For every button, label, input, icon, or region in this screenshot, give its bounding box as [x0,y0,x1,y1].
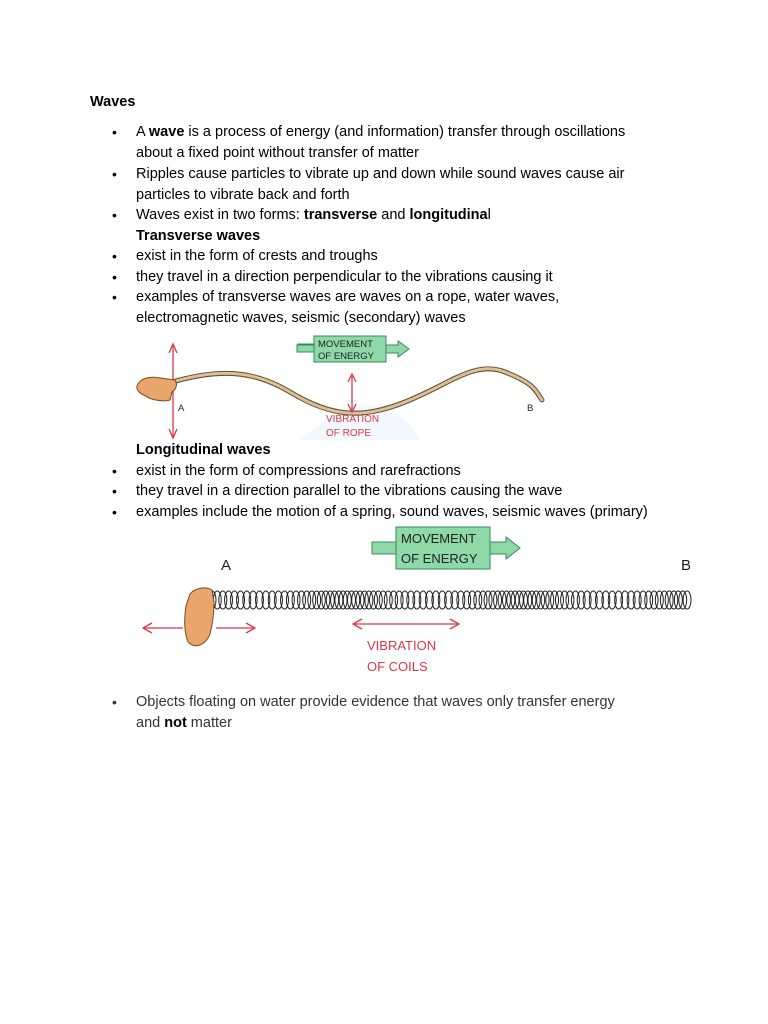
longitudinal-wave-diagram [0,522,768,682]
spring-coil [589,591,597,609]
energy-label-line2: OF ENERGY [318,351,374,362]
bullet-marker: • [112,166,117,182]
spring-coil [484,591,492,609]
point-b-label: B [527,403,534,414]
page-title: Waves [90,94,136,110]
bullet-marker: • [112,463,117,479]
spring-coil [313,591,321,609]
bold-term: transverse [303,207,378,223]
spring-coil [494,591,502,609]
bullet-marker: • [112,269,117,285]
text-line: about a fixed point without transfer of matter [136,145,419,161]
point-b-label: B [681,557,692,574]
text-line [136,715,232,732]
hand-icon [185,588,214,646]
text-run: A [136,124,149,140]
longitudinal-heading: Longitudinal waves [136,442,271,458]
spring-coil [308,591,316,609]
list-item: examples include the motion of a spring, sound waves, seismic waves (primary) [136,504,648,520]
list-item: they travel in a direction parallel to the vibrations causing the wave [136,483,563,499]
spring-coil [369,591,377,609]
text-line: electromagnetic waves, seismic (secondary) waves [136,310,466,326]
list-item: exist in the form of crests and troughs [136,248,378,264]
bullet-ripples: Ripples cause particles to vibrate up and down while sound waves cause air [136,166,625,182]
text-run: and [377,207,410,223]
energy-arrow-tail [297,345,315,352]
text-run: matter [186,715,232,731]
bullet-marker: • [112,207,117,223]
bullet-marker: • [112,248,117,264]
spring-coil [489,591,497,609]
spring-coil [665,591,673,609]
bullet-marker: • [112,483,117,499]
list-item: examples of transverse waves are waves on a rope, water waves, [136,289,560,305]
spring-coil [237,591,245,609]
bold-term: wave [148,124,185,140]
bullet-marker: • [112,694,117,710]
vibration-label-line1: VIBRATION [326,414,380,425]
spring-coils [208,591,691,609]
spring-coil [660,591,668,609]
list-item: they travel in a direction perpendicular to the vibrations causing it [136,269,553,285]
energy-label-line2: OF ENERGY [401,551,478,566]
bullet-wave-definition [136,124,625,141]
vibration-label-line1: VIBRATION [367,638,437,653]
spring-coil [546,591,554,609]
text-run: Waves exist in two forms: [136,207,304,223]
energy-label-line1: MOVEMENT [401,531,477,546]
bullet-wave-forms [136,207,491,224]
energy-arrow-head [386,341,409,357]
vibration-label-line2: OF ROPE [326,428,372,439]
bullet-floating-objects: Objects floating on water provide evidence that waves only transfer energy [136,694,615,710]
energy-label-line1: MOVEMENT [318,339,373,350]
spring-coil [413,591,421,609]
spring-coil [655,591,663,609]
text-line: particles to vibrate back and forth [136,187,350,203]
text-run: l [487,207,491,223]
point-a-label: A [221,557,232,574]
point-a-label: A [178,403,185,414]
rope-wave [172,369,542,413]
energy-arrow-head [490,537,520,559]
vibration-label-line2: OF COILS [367,659,428,674]
text-run: is a process of energy (and information) transfer through oscillations [184,124,626,140]
spring-coil [479,591,487,609]
bold-term: not [164,715,187,731]
spring-coil [303,591,311,609]
spring-coil [670,591,678,609]
spring-coil [551,591,559,609]
hand-icon [137,377,177,401]
bullet-marker: • [112,289,117,305]
transverse-wave-diagram [0,330,768,450]
bullet-marker: • [112,504,117,520]
bullet-marker: • [112,124,117,140]
spring-coil [317,591,325,609]
bold-term: longitudina [409,207,488,223]
spring-coil [374,591,382,609]
text-run: and [136,715,165,731]
energy-arrow-tail [372,542,397,554]
list-item: exist in the form of compressions and rarefractions [136,463,461,479]
transverse-heading: Transverse waves [136,228,261,244]
